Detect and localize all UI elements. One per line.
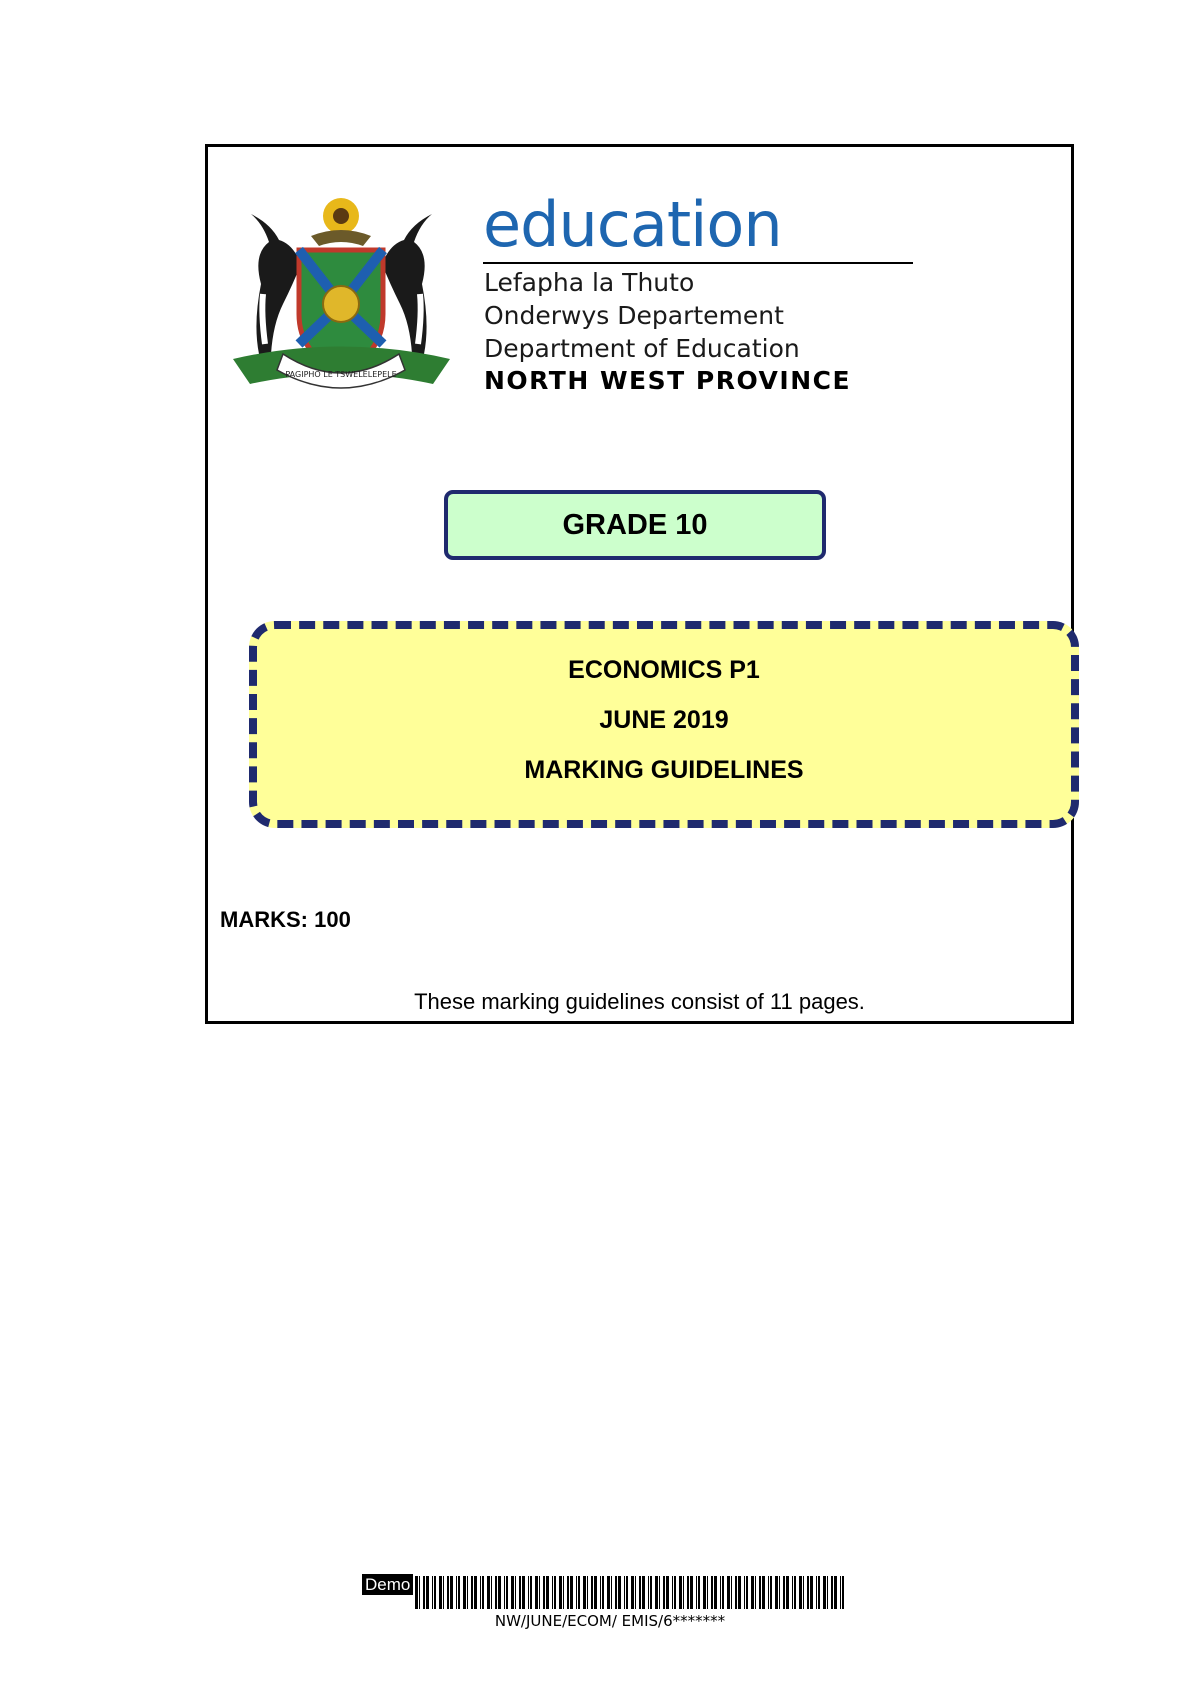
subject-title: ECONOMICS P1 — [568, 656, 760, 684]
logo-divider — [483, 262, 913, 264]
barcode-code: NW/JUNE/ECOM/ EMIS/6******* — [494, 1612, 726, 1630]
logo-wordmark: education — [483, 188, 782, 261]
exam-date: JUNE 2019 — [599, 706, 729, 734]
subject-box — [249, 621, 1079, 828]
barcode-icon — [365, 1576, 845, 1609]
grade-box: GRADE 10 — [444, 490, 826, 560]
coat-of-arms-icon — [223, 194, 460, 402]
total-marks: MARKS: 100 — [220, 907, 351, 932]
demo-tag: Demo — [362, 1574, 413, 1595]
document-type: MARKING GUIDELINES — [524, 756, 804, 784]
logo-line-english: Department of Education — [484, 334, 800, 363]
logo-province: NORTH WEST PROVINCE — [484, 366, 852, 395]
page-count-note: These marking guidelines consist of 11 pages. — [414, 989, 865, 1014]
logo-line-afrikaans: Onderwys Departement — [484, 301, 784, 330]
logo-line-setswana: Lefapha la Thuto — [484, 268, 695, 297]
svg-text:PAGIPHO LE TSWELELEPELE: PAGIPHO LE TSWELELEPELE — [285, 370, 397, 379]
